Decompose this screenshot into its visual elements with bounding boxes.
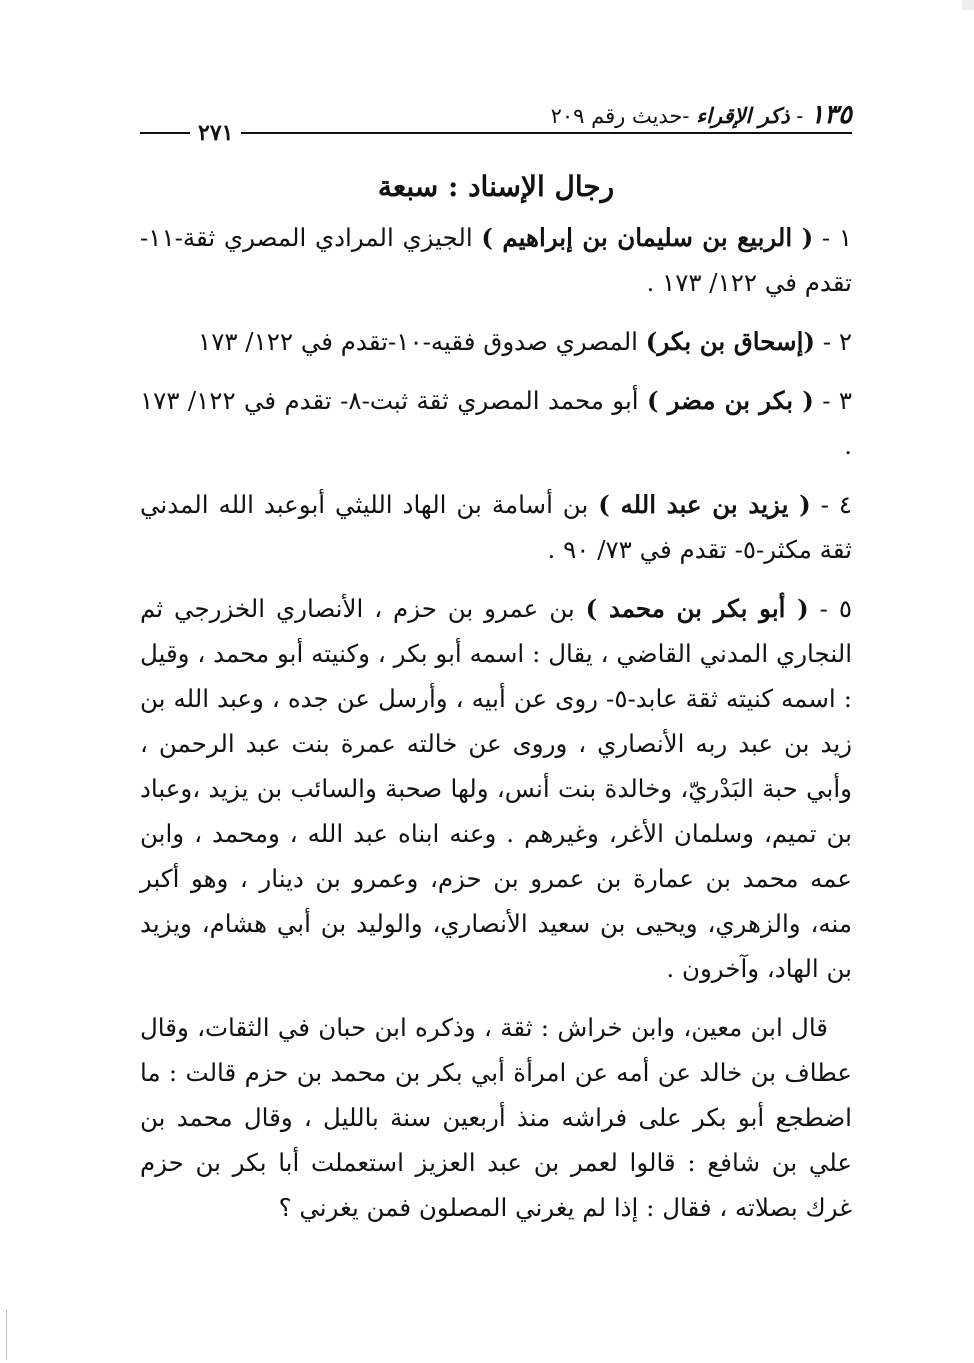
entry-number: ٢ (838, 327, 852, 356)
entry-number: ٥ (838, 594, 852, 623)
narrator-description: الجيزي المرادي المصري ثقة-١١- تقدم في ١٢٢/ ١٧٣ . (140, 223, 852, 297)
narrator-entry-1: ١ - ( الربيع بن سليمان بن إبراهيم ) الجيزي المرادي المصري ثقة-١١- تقدم في ١٢٢/ ١٧٣ . (140, 223, 852, 297)
entry-number: ٤ (838, 490, 852, 519)
book-title: ذكر الإقراء (696, 103, 790, 128)
narrator-description: بن أسامة بن الهاد الليثي أبوعبد الله المدني ثقة مكثر-٥- تقدم في ٧٣/ ٩٠ . (140, 490, 852, 564)
narrator-entry-2: ٢ - (إسحاق بن بكر) المصري صدوق فقيه-١٠-تقدم في ١٢٢/ ١٧٣ (198, 327, 852, 356)
narrators-list (140, 215, 852, 1244)
narrator-name: ( الربيع بن سليمان بن إبراهيم ) (481, 223, 814, 252)
narrator-name: ( بكر بن مضر ) (646, 386, 814, 415)
narrator-entry-4: ٤ - ( يزيد بن عبد الله ) بن أسامة بن الهاد الليثي أبوعبد الله المدني ثقة مكثر-٥- تقدم في ٧٣/ ٩٠ . (140, 490, 852, 564)
narrator-description: أبو محمد المصري ثقة ثبت-٨- تقدم في ١٢٢/ ١٧٣ . (140, 386, 852, 460)
running-header (140, 90, 852, 130)
narrator-description: المصري صدوق فقيه-١٠-تقدم في ١٢٢/ ١٧٣ (198, 327, 646, 356)
book-page (140, 90, 852, 1350)
scan-corner-mark (962, 0, 974, 10)
narrator-name: (إسحاق بن بكر) (645, 327, 815, 356)
entry-number: ١ (838, 223, 852, 252)
running-header-text: ١٣٥ - ذكر الإقراء -حديث رقم ٢٠٩ (550, 100, 852, 130)
header-rule (140, 132, 852, 134)
page-number: ٢٧١ (190, 120, 241, 146)
narrator-description: بن عمرو بن حزم ، الأنصاري الخزرجي ثم النجاري المدني القاضي ، يقال : اسمه أبو بكر ، وكنيته أبو محمد ، وقيل : اسمه كنيته ثقة عابد-٥- روى عن أبيه ، وأرسل عن جده ، وعبد الله بن زيد بن عبد ربه الأنصاري ، وروى عن خالته عمرة بنت عبد الرحمن ، وأبي حبة البَدْريّ، وخالدة بنت أنس، ولها صحبة والسائب بن يزيد ،وعباد بن تميم، وسلمان الأغر، وغيرهم . وعنه ابناه عبد الله ، ومحمد ، وابن عمه محمد بن عمارة بن عمرو بن حزم، وعمرو بن دينار ، وهو أكبر منه، والزهري، ويحيى بن سعيد الأنصاري، والوليد بن أبي هشام، ويزيد بن الهاد، وآخرون . (140, 594, 852, 983)
narrator-name: ( يزيد بن عبد الله ) (598, 490, 811, 519)
chapter-number: ١٣٥ (810, 100, 852, 130)
scan-edge-line (6, 1310, 7, 1360)
closing-paragraph: قال ابن معين، وابن خراش : ثقة ، وذكره ابن حبان في الثقات، وقال عطاف بن خالد عن أمه عن امرأة أبي بكر بن محمد بن حزم قالت : ما اضطجع أبو بكر على فراشه منذ أربعين سنة بالليل ، وقال محمد بن علي بن شافع : قالوا لعمر بن عبد العزيز استعملت أبا بكر بن حزم غرك بصلاته ، فقال : إذا لم يغرني المصلون فمن يغرني ؟ (140, 1013, 852, 1222)
narrator-entry-3: ٣ - ( بكر بن مضر ) أبو محمد المصري ثقة ثبت-٨- تقدم في ١٢٢/ ١٧٣ . (140, 386, 853, 460)
section-title: رجال الإسناد : سبعة (377, 170, 615, 203)
narrator-name: ( أبو بكر بن محمد ) (585, 594, 809, 623)
entry-number: ٣ (838, 386, 853, 415)
narrator-entry-5: ٥ - ( أبو بكر بن محمد ) بن عمرو بن حزم ، الأنصاري الخزرجي ثم النجاري المدني القاضي ، يقال : اسمه أبو بكر ، وكنيته أبو محمد ، وقيل : اسمه كنيته ثقة عابد-٥- روى عن أبيه ، وأرسل عن جده ، وعبد الله بن زيد بن عبد ربه الأنصاري ، وروى عن خالته عمرة بنت عبد الرحمن ، وأبي حبة البَدْريّ، وخالدة بنت أنس، ولها صحبة والسائب بن يزيد ،وعباد بن تميم، وسلمان الأغر، وغيرهم . وعنه ابناه عبد الله ، ومحمد ، وابن عمه محمد بن عمارة بن عمرو بن حزم، وعمرو بن دينار ، وهو أكبر منه، والزهري، ويحيى بن سعيد الأنصاري، والوليد بن أبي هشام، ويزيد بن الهاد، وآخرون . (140, 594, 852, 983)
hadith-reference: حديث رقم ٢٠٩ (550, 104, 683, 128)
